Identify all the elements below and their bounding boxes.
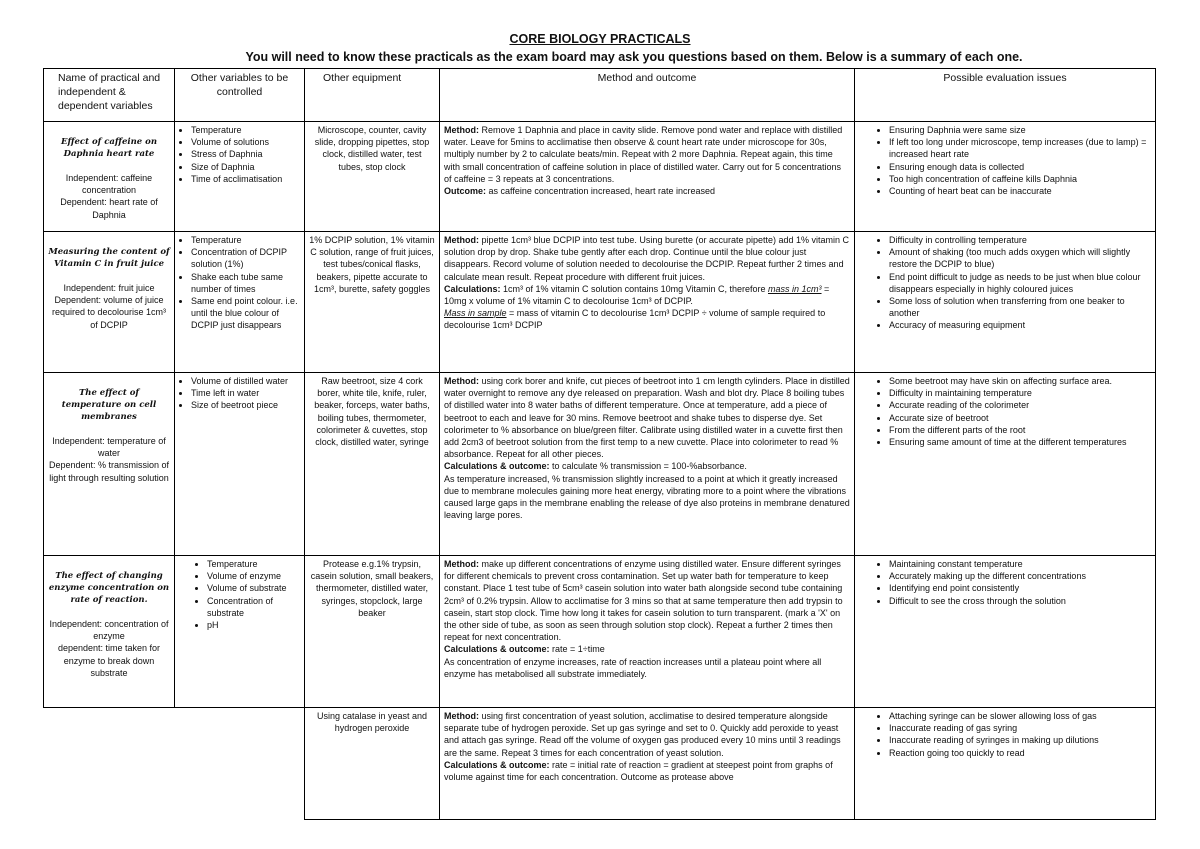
list-item: • Time of acclimatisation <box>191 173 300 185</box>
practicals-table <box>43 68 1156 820</box>
evaluation-cell <box>855 122 1156 232</box>
list-item: • Temperature <box>207 558 300 570</box>
list-item: • End point difficult to judge as needs to be just when blue colour disappears especially in highly coloured juices <box>889 271 1151 295</box>
header-evaluation: Possible evaluation issues <box>855 69 1156 122</box>
empty-cell <box>44 708 175 820</box>
method-text: using first concentration of yeast solution, acclimatise to desired temperature alongside separate tube of hydrogen peroxide. Set up gas syringe and set to 0. Quickly add peroxide to yeast and attach gas syringe. Read off the volume of oxygen gas produced every 10 mins until 3 readings are the same. Repeat 3 times for each concentration of yeast solution. <box>444 711 841 758</box>
list-item: • Too high concentration of caffeine kills Daphnia <box>889 173 1151 185</box>
list-item: • Volume of solutions <box>191 136 300 148</box>
method-cell <box>440 708 855 820</box>
practical-cell <box>44 556 175 708</box>
calc-text: rate = 1÷time <box>552 644 605 655</box>
table-header-row <box>44 69 1156 122</box>
method-cell <box>440 556 855 708</box>
method-label: Method: <box>444 376 479 386</box>
list-item: • Difficulty in maintaining temperature <box>889 387 1151 399</box>
list-item: • Accuracy of measuring equipment <box>889 319 1151 331</box>
practical-name: The effect of temperature on cell membranes <box>61 388 157 422</box>
practical-name: The effect of changing enzyme concentration on rate of reaction. <box>48 571 170 605</box>
list-item: • Stress of Daphnia <box>191 148 300 160</box>
list-item: • Amount of shaking (too much adds oxygen which will slightly restore the DCPIP to blue) <box>889 246 1151 270</box>
calc-label: Calculations & outcome: <box>444 461 550 472</box>
list-item: • Time left in water <box>191 387 300 399</box>
method-label: Method: <box>444 559 479 569</box>
equipment-cell: Protease e.g.1% trypsin, casein solution, small beakers, thermometer, distilled water, syringes, stopclock, large beaker <box>305 556 440 708</box>
list-item: • Identifying end point consistently <box>889 582 1151 594</box>
table-row <box>44 556 1156 708</box>
list-item: • Shake each tube same number of times <box>191 271 300 295</box>
list-item: • From the different parts of the root <box>889 424 1151 436</box>
method-text: Remove 1 Daphnia and place in cavity slide. Remove pond water and replace with distilled water. Leave for 5mins to acclimatise then observe & count heart rate under microscope for 30s, multiply number by 2 to calculate beats/min. Repeat with 2 more Daphnia. Repeat again, this time with small concentration of caffeine solution in place of distilled water. Carry out for 5 concentrations of caffeine = 3 repeats at 3 concentrations. <box>444 125 843 184</box>
outcome-text: As concentration of enzyme increases, rate of reaction increases until a plateau point where all enzyme has metabolised all substrate immediately. <box>444 656 822 679</box>
list-item: • Counting of heart beat can be inaccurate <box>889 185 1151 197</box>
list-item: • Temperature <box>191 124 300 136</box>
list-item: • Same end point colour. i.e. until the blue colour of DCPIP just disappears <box>191 295 300 332</box>
method-label: Method: <box>444 235 479 245</box>
list-item: • pH <box>207 619 300 631</box>
dependent-variable: Dependent: % transmission of light through resulting solution <box>48 460 170 483</box>
controls-cell <box>175 232 305 373</box>
controls-cell <box>175 373 305 556</box>
independent-variable: Independent: caffeine concentration <box>65 173 153 196</box>
method-label: Method: <box>444 711 479 721</box>
method-cell <box>440 232 855 373</box>
calc-text: rate = initial rate of reaction = gradient at steepest point from graphs of volume against time for each concentration. Outcome as protease above <box>444 759 833 783</box>
list-item: • Concentration of DCPIP solution (1%) <box>191 246 300 270</box>
calc-label: Calculations & outcome: <box>444 759 550 770</box>
equipment-cell: Raw beetroot, size 4 cork borer, white tile, knife, ruler, beaker, forceps, water baths, boiling tubes, thermometer, colorimeter & cuvettes, stop clock, distilled water, syringe <box>305 373 440 556</box>
list-item: • Maintaining constant temperature <box>889 558 1151 570</box>
controls-cell <box>175 556 305 708</box>
list-item: • Temperature <box>191 234 300 246</box>
practical-name: Effect of caffeine on Daphnia heart rate <box>60 137 157 159</box>
method-text: pipette 1cm³ blue DCPIP into test tube. Using burette (or accurate pipette) add 1% vitamin C solution drop by drop. Shake tube gently after each drop. Continue until the blue colour just disappears. Record volume of solution needed to decolourise the DCPIP. Repeat further 2 times and calculate mean result. Repeat procedure with different fruit juices. <box>444 235 850 282</box>
list-item: • Some beetroot may have skin on affecting surface area. <box>889 375 1151 387</box>
list-item: • Ensuring same amount of time at the different temperatures <box>889 436 1151 448</box>
equipment-cell: Using catalase in yeast and hydrogen peroxide <box>305 708 440 820</box>
outcome-text: As temperature increased, % transmission slightly increased to a point at which it greatly increased due to membrane molecules gaining more heat energy, vibrating more to a point where the vibrations caused large gaps in the membrane enabling the release of dye also proteins in membrane denatured leaving large pores. <box>444 473 850 521</box>
calc-underlined: mass in 1cm³ <box>768 283 822 294</box>
practical-cell <box>44 373 175 556</box>
list-item: • Volume of enzyme <box>207 570 300 582</box>
practical-cell <box>44 122 175 232</box>
calc-underlined-2: Mass in sample <box>444 308 507 319</box>
dependent-variable: dependent: time taken for enzyme to break down substrate <box>57 643 161 678</box>
evaluation-cell <box>855 708 1156 820</box>
list-item: • Size of beetroot piece <box>191 399 300 411</box>
independent-variable: Independent: temperature of water <box>52 436 166 459</box>
list-item: • Difficulty in controlling temperature <box>889 234 1151 246</box>
method-cell <box>440 122 855 232</box>
method-cell <box>440 373 855 556</box>
method-text: make up different concentrations of enzyme using distilled water. Ensure different syringes for different chemicals to prevent cross contamination. Set up water bath for temperature to keep constant. Place 1 test tube of 5cm³ casein solution into water bath alongside second tube containing 2cm³ of 0.2% trypsin. Allow to acclimatise for 3 mins so that at same temperature then add trypsin to casein, start stop clock. Time how long it takes for casein solution to turn transparent. (mark a 'X' on the other side of tube, as soon as seen through solution stop clock). Repeat a further 2 times then repeat for next concentration. <box>444 559 843 643</box>
page-title: CORE BIOLOGY PRACTICALS <box>509 32 691 46</box>
list-item: • Volume of distilled water <box>191 375 300 387</box>
list-item: • Ensuring enough data is collected <box>889 161 1151 173</box>
table-row <box>44 232 1156 373</box>
calc-text: to calculate % transmission = 100-%absorbance. <box>552 461 747 472</box>
list-item: • Ensuring Daphnia were same size <box>889 124 1151 136</box>
list-item: • Volume of substrate <box>207 582 300 594</box>
practical-name: Measuring the content of Vitamin C in fruit juice <box>48 247 170 269</box>
dependent-variable: Dependent: heart rate of Daphnia <box>60 197 158 220</box>
evaluation-cell <box>855 556 1156 708</box>
page-subtitle: You will need to know these practicals as the exam board may ask you questions based on them. Below is a summary of each one. <box>245 50 1023 64</box>
evaluation-cell <box>855 232 1156 373</box>
controls-cell <box>175 122 305 232</box>
outcome-label: Outcome: <box>444 186 487 197</box>
header-method: Method and outcome <box>440 69 855 122</box>
header-equipment: Other equipment <box>305 69 440 122</box>
list-item: • Reaction going too quickly to read <box>889 747 1151 759</box>
list-item: • Accurately making up the different concentrations <box>889 570 1151 582</box>
independent-variable: Independent: fruit juice <box>63 283 155 293</box>
practical-cell <box>44 232 175 373</box>
equipment-cell: 1% DCPIP solution, 1% vitamin C solution, range of fruit juices, test tubes/conical flasks, beakers, pipette accurate to 1cm³, burette, safety goggles <box>305 232 440 373</box>
calc-text-end: = 10mg x volume of 1% vitamin C to decolourise 1cm³ of DCPIP. <box>444 283 830 307</box>
list-item: • If left too long under microscope, temp increases (due to lamp) = increased heart rate <box>889 136 1151 160</box>
table-row <box>44 122 1156 232</box>
outcome-text: as caffeine concentration increased, heart rate increased <box>488 186 716 197</box>
table-row <box>44 708 1156 820</box>
list-item: • Concentration of substrate <box>207 595 300 619</box>
independent-variable: Independent: concentration of enzyme <box>49 619 169 642</box>
dependent-variable: Dependent: volume of juice required to decolourise 1cm³ of DCPIP <box>51 295 167 330</box>
list-item: • Inaccurate reading of syringes in making up dilutions <box>889 734 1151 746</box>
list-item: • Size of Daphnia <box>191 161 300 173</box>
evaluation-cell <box>855 373 1156 556</box>
calc-text-2: = mass of vitamin C to decolourise 1cm³ DCPIP ÷ volume of sample required to decolourise 1cm³ DCPIP <box>444 308 826 331</box>
list-item: • Accurate reading of the colorimeter <box>889 399 1151 411</box>
list-item: • Some loss of solution when transferring from one beaker to another <box>889 295 1151 319</box>
table-row <box>44 373 1156 556</box>
calc-label: Calculations: <box>444 283 501 294</box>
header-controls: Other variables to be controlled <box>175 69 305 122</box>
empty-cell <box>175 708 305 820</box>
equipment-cell: Microscope, counter, cavity slide, dropping pipettes, stop clock, distilled water, test tubes, stop clock <box>305 122 440 232</box>
header-practical: Name of practical and independent & dependent variables <box>44 69 175 122</box>
calc-label: Calculations & outcome: <box>444 644 550 655</box>
method-text: using cork borer and knife, cut pieces of beetroot into 1 cm length cylinders. Place in distilled water overnight to remove any dye released on preparation. Wash and blot dry. Place 8 boiling tubes of distilled water into 8 water baths of different temperature. Once at temperature, add a piece of beetroot to each and leave for 30 mins. Remove beetroot and shake tubes to disperse dye. Set colorimeter to % absorbance on blue/green filter. Calibrate using distilled water in a cuvette first then add 2cm3 of beetroot solution from the first temp to a new cuvette. Place into colorimeter to read % absorbance. Repeat for all other pieces. <box>444 376 850 460</box>
list-item: • Accurate size of beetroot <box>889 412 1151 424</box>
calc-text: 1cm³ of 1% vitamin C solution contains 10mg Vitamin C, therefore <box>503 283 766 294</box>
list-item: • Attaching syringe can be slower allowing loss of gas <box>889 710 1151 722</box>
list-item: • Difficult to see the cross through the solution <box>889 595 1151 607</box>
method-label: Method: <box>444 125 479 135</box>
list-item: • Inaccurate reading of gas syring <box>889 722 1151 734</box>
